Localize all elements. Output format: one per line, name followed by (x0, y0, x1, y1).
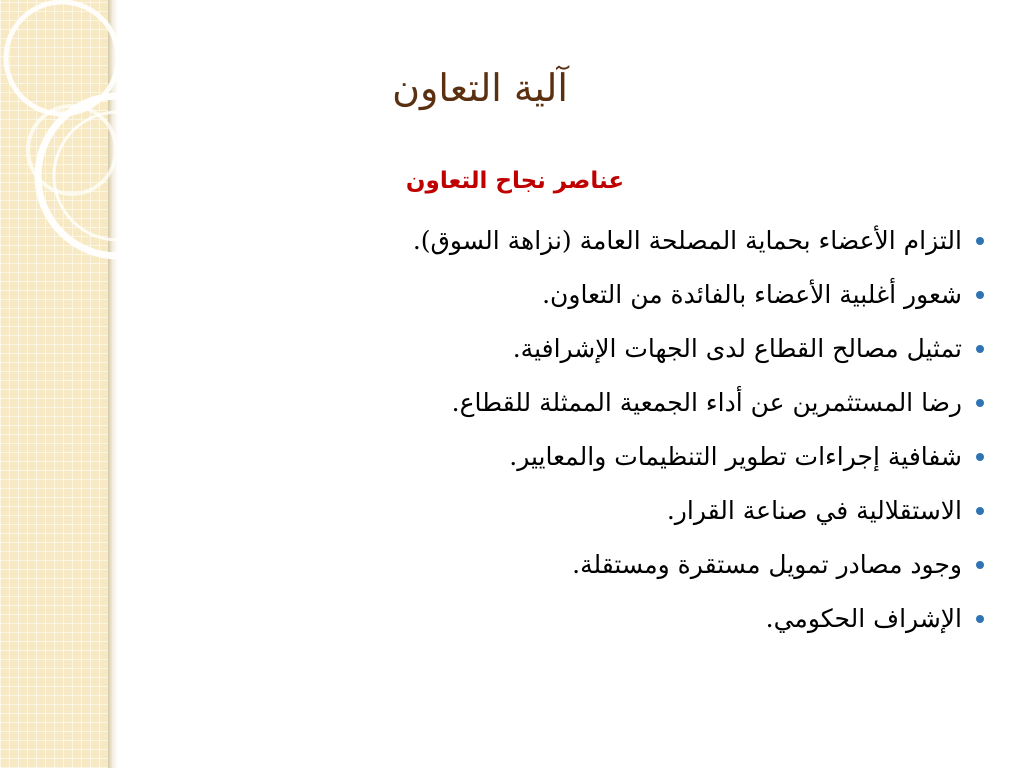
slide-title: آلية التعاون (392, 66, 568, 110)
bullet-item (184, 594, 984, 648)
bullet-dot-icon (976, 291, 984, 299)
bullet-item (184, 540, 984, 594)
bullet-text: رضا المستثمرين عن أداء الجمعية الممثلة للقطاع. (451, 388, 962, 417)
bullet-dot-icon (976, 615, 984, 623)
bullet-dot-icon (976, 399, 984, 407)
bullet-item (184, 486, 984, 540)
ring-decoration-icon (0, 0, 140, 300)
bullet-text: وجود مصادر تمويل مستقرة ومستقلة. (572, 550, 962, 579)
bullet-dot-icon (976, 453, 984, 461)
bullet-item (184, 432, 984, 486)
bullet-item (184, 324, 984, 378)
bullet-dot-icon (976, 345, 984, 353)
bullet-text: شفافية إجراءات تطوير التنظيمات والمعايير. (509, 442, 962, 471)
slide-subtitle: عناصر نجاح التعاون (405, 168, 625, 194)
bullet-item (184, 216, 984, 270)
bullet-dot-icon (976, 561, 984, 569)
bullet-item (184, 378, 984, 432)
bullet-text: الاستقلالية في صناعة القرار. (666, 496, 962, 525)
bullet-text: تمثيل مصالح القطاع لدى الجهات الإشرافية. (512, 334, 962, 363)
bullet-dot-icon (976, 237, 984, 245)
bullet-text: شعور أغلبية الأعضاء بالفائدة من التعاون. (542, 280, 962, 309)
bullet-text: التزام الأعضاء بحماية المصلحة العامة (نزاهة السوق). (412, 226, 962, 255)
bullet-item (184, 270, 984, 324)
bullet-list (184, 216, 984, 648)
bullet-dot-icon (976, 507, 984, 515)
bullet-text: الإشراف الحكومي. (765, 604, 962, 633)
